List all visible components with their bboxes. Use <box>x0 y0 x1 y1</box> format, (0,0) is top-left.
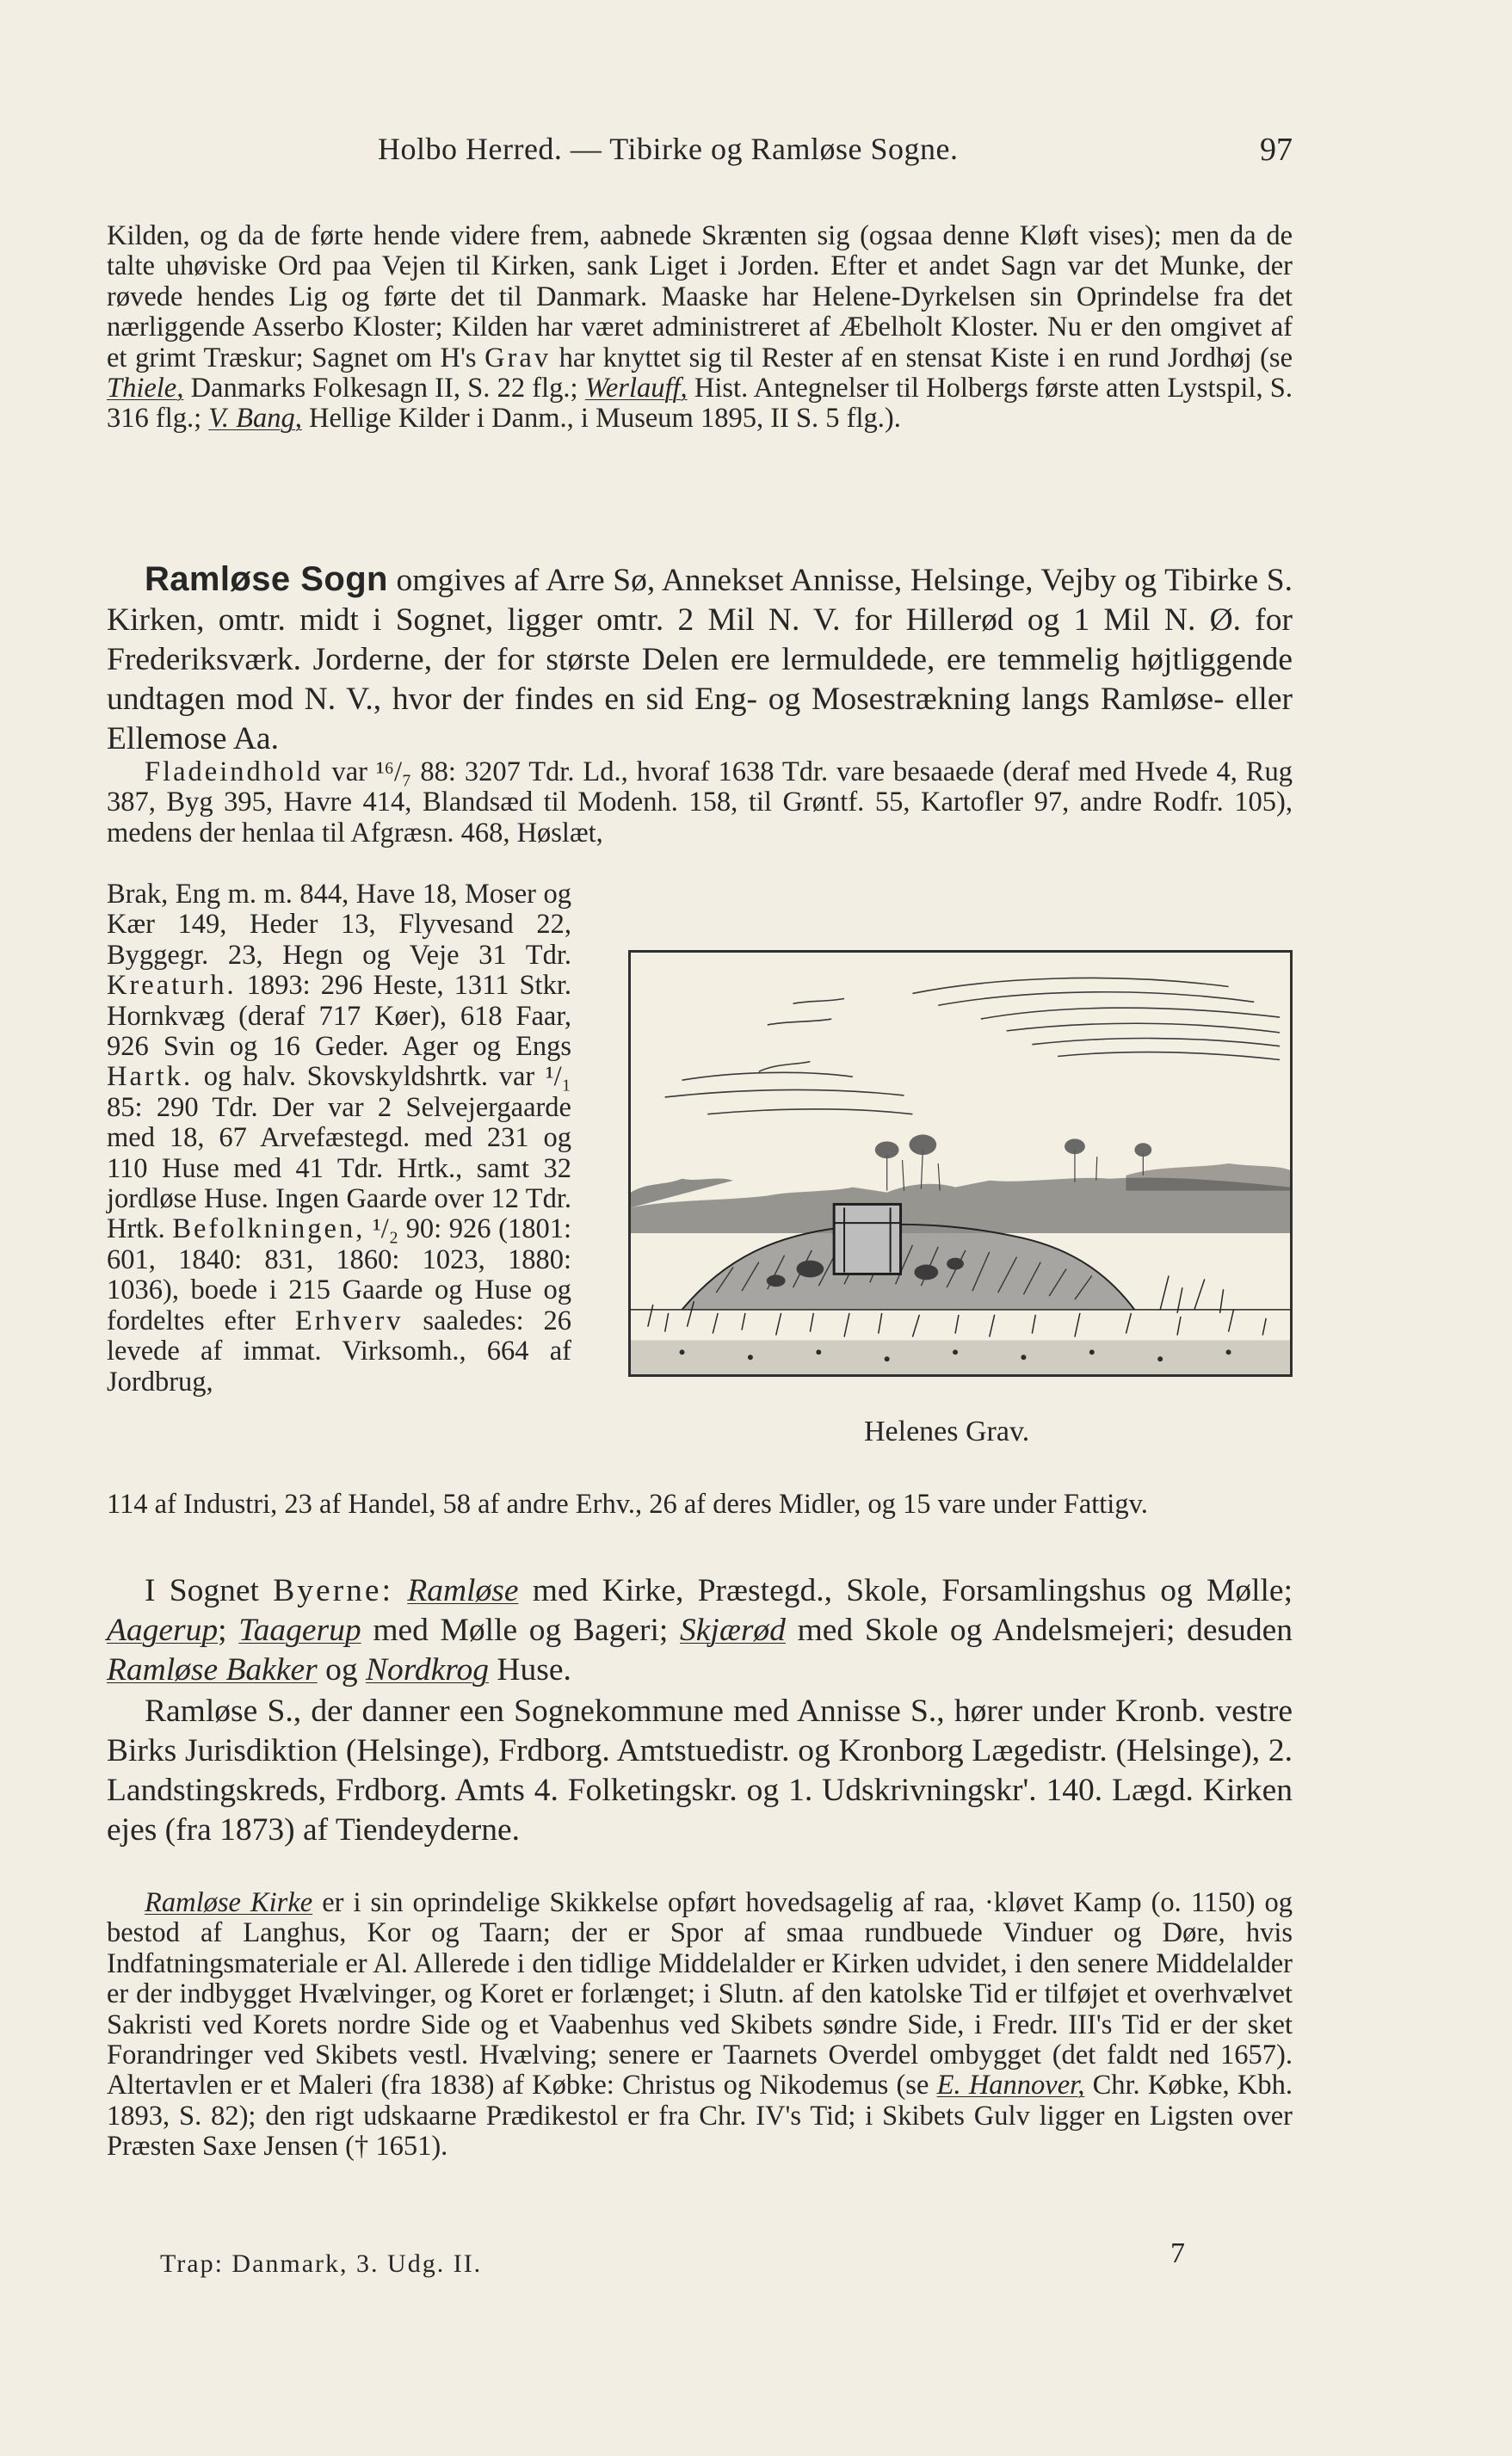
engraving-helenes-grav <box>628 950 1293 1377</box>
town-ramlose: Ramløse <box>407 1573 519 1608</box>
spaced-word-befolkningen: Befolkningen, <box>172 1213 366 1245</box>
ref-werlauff: Werlauff, <box>584 373 688 404</box>
printer-signature: Trap: Danmark, 3. Udg. II. <box>160 2249 483 2278</box>
town-nordkrog: Nordkrog <box>365 1652 490 1688</box>
stats-full-top: Fladeindhold var ¹⁶/₇ 88: 3207 Tdr. Ld., hvoraf 1638 Tdr. vare besaaede (deraf med Hvede 4, Rug 387, Byg 395, Havre 414, Blandsæd til Modenh. 158, til Grøntf. 55, Kartofler 97, andre Rodfr. 105), medens der henlaa til Afgræsn. 468, Høslæt, <box>107 756 1293 848</box>
spaced-word-hartk: Hartk. <box>107 1061 194 1093</box>
town-skjaerod: Skjærød <box>680 1613 786 1648</box>
kirke-heading: Ramløse Kirke <box>145 1887 313 1918</box>
stats-side-column: Brak, Eng m. m. 844, Have 18, Moser og Kær 149, Heder 13, Flyvesand 22, Byggegr. 23, Hegn og Veje 31 Tdr. Kreaturh. 1893: 296 Heste, 1311 Stkr. Hornkvæg (deraf 717 Køer), 618 Faar, 926 Svin og 16 Geder. Ager og Engs Hartk. og halv. Skovskyldshrtk. var ¹/₁ 85: 290 Tdr. Der var 2 Selvejergaarde med 18, 67 Arvefæstegd. med 231 og 110 Huse med 41 Tdr. Hrtk., samt 32 jordløse Huse. Ingen Gaarde over 12 Tdr. Hrtk. Befolkningen, ¹/₂ 90: 926 (1801: 601, 1840: 831, 1860: 1023, 1880: 1036), boede i 215 Gaarde og Huse og fordeltes efter Erhverv saaledes: 26 levede af immat. Virksomh., 664 af Jordbrug, <box>107 879 571 1398</box>
spaced-word-fladeindhold: Fladeindhold <box>145 756 324 787</box>
kommune-paragraph: Ramløse S., der danner een Sognekommune med Annisse S., hører under Kronb. vestre Birks Jurisdiktion (Helsinge), Frdborg. Amtstuedistr. og Kronborg Lægedistr. (Helsinge), 2. Landstingskreds, Frdborg. Amts 4. Folketingskr. og 1. Udskrivningskr'. 140. Lægd. Kirken ejes (fra 1873) af Tiendeyderne. <box>107 1694 1293 1848</box>
figure-caption: Helenes Grav. <box>864 1416 1030 1447</box>
town-aagerup: Aagerup <box>107 1613 219 1648</box>
spaced-word-erhverv: Erhverv <box>294 1305 404 1336</box>
stats-full-bottom: 114 af Industri, 23 af Handel, 58 af andre Erhv., 26 af deres Midler, og 15 vare under Fattigv. <box>107 1489 1148 1520</box>
book-page <box>107 0 1293 2456</box>
ref-hannover: E. Hannover, <box>936 2070 1085 2101</box>
sogn-heading: Ramløse Sogn <box>145 560 388 598</box>
byerne-paragraph: I Sognet Byerne: Ramløse med Kirke, Præstegd., Skole, Forsamlingshus og Mølle; Aagerup; Taagerup med Mølle og Bageri; Skjærød med Skole og Andelsmejeri; desuden Ramløse Bakker og Nordkrog Huse. <box>107 1573 1293 1688</box>
page-number: 97 <box>1260 132 1293 168</box>
intro-paragraph: Kilden, og da de førte hende videre frem, aabnede Skrænten sig (ogsaa denne Kløft vises); men da de talte uhøviske Ord paa Vejen til Kirken, sank Liget i Jorden. Efter et andet Sagn var det Munke, der røvede hendes Lig og førte det til Danmark. Maaske har Helene-Dyrkelsen sin Oprindelse fra det nærliggende Asserbo Kloster; Kilden har været administreret af Æbelholt Kloster. Nu er den omgivet af et grimt Træskur; Sagnet om H's Grav har knyttet sig til Rester af en stensat Kiste i en rund Jordhøj (se Thiele, Danmarks Folkesagn II, S. 22 flg.; Werlauff, Hist. Antegnelser til Holbergs første atten Lystspil, S. 316 flg.; V. Bang, Hellige Kilder i Danm., i Museum 1895, II S. 5 flg.). <box>107 220 1293 435</box>
ref-bang: V. Bang, <box>208 403 302 435</box>
spaced-word-kreaturh: Kreaturh. <box>107 970 237 1002</box>
spaced-word-byerne: Byerne: <box>273 1573 393 1608</box>
engraving-illustration <box>631 953 1290 1374</box>
spaced-word-grav: Grav <box>484 342 552 373</box>
running-head: Holbo Herred. — Tibirke og Ramløse Sogne. <box>378 132 959 166</box>
page-footer <box>160 2237 1227 2292</box>
town-taagerup: Taagerup <box>238 1613 361 1648</box>
sogn-paragraph: Ramløse Sogn omgives af Arre Sø, Annekset Annisse, Helsinge, Vejby og Tibirke S. Kirken, omtr. midt i Sognet, ligger omtr. 2 Mil N. V. for Hillerød og 1 Mil N. Ø. for Frederiksværk. Jorderne, der for største Delen ere lermuldede, ere temmelig højtliggende undtagen mod N. V., hvor der findes en sid Eng- og Mosestrækning langs Ramløse- eller Ellemose Aa. <box>107 560 1293 756</box>
ref-thiele: Thiele, <box>107 373 184 404</box>
sheet-number: 7 <box>1170 2237 1185 2269</box>
town-ramlose-bakker: Ramløse Bakker <box>107 1652 318 1688</box>
page-header <box>107 131 1293 182</box>
kirke-paragraph: Ramløse Kirke er i sin oprindelige Skikkelse opført hovedsagelig af raa, ·kløvet Kamp (o. 1150) og bestod af Langhus, Kor og Taarn; der er Spor af smaa rundbuede Vinduer og Døre, hvis Indfatningsmateriale er Al. Allerede i den tidlige Middelalder er Kirken udvidet, i den senere Middelalder er der indbygget Hvælvinger, og Koret er forlænget; i Slutn. af den katolske Tid er tilføjet et overhvælvet Sakristi ved Korets nordre Side og et Vaabenhus ved Skibets søndre Side, i Fredr. III's Tid er der sket Forandringer ved Skibets vestl. Hvælving; senere er Taarnets Overdel ombygget (det faldt ned 1657). Altertavlen er et Maleri (fra 1838) af Købke: Christus og Nikodemus (se E. Hannover, Chr. Købke, Kbh. 1893, S. 82); den rigt udskaarne Prædikestol er fra Chr. IV's Tid; i Skibets Gulv ligger en Ligsten over Præsten Saxe Jensen († 1651). <box>107 1887 1293 2163</box>
